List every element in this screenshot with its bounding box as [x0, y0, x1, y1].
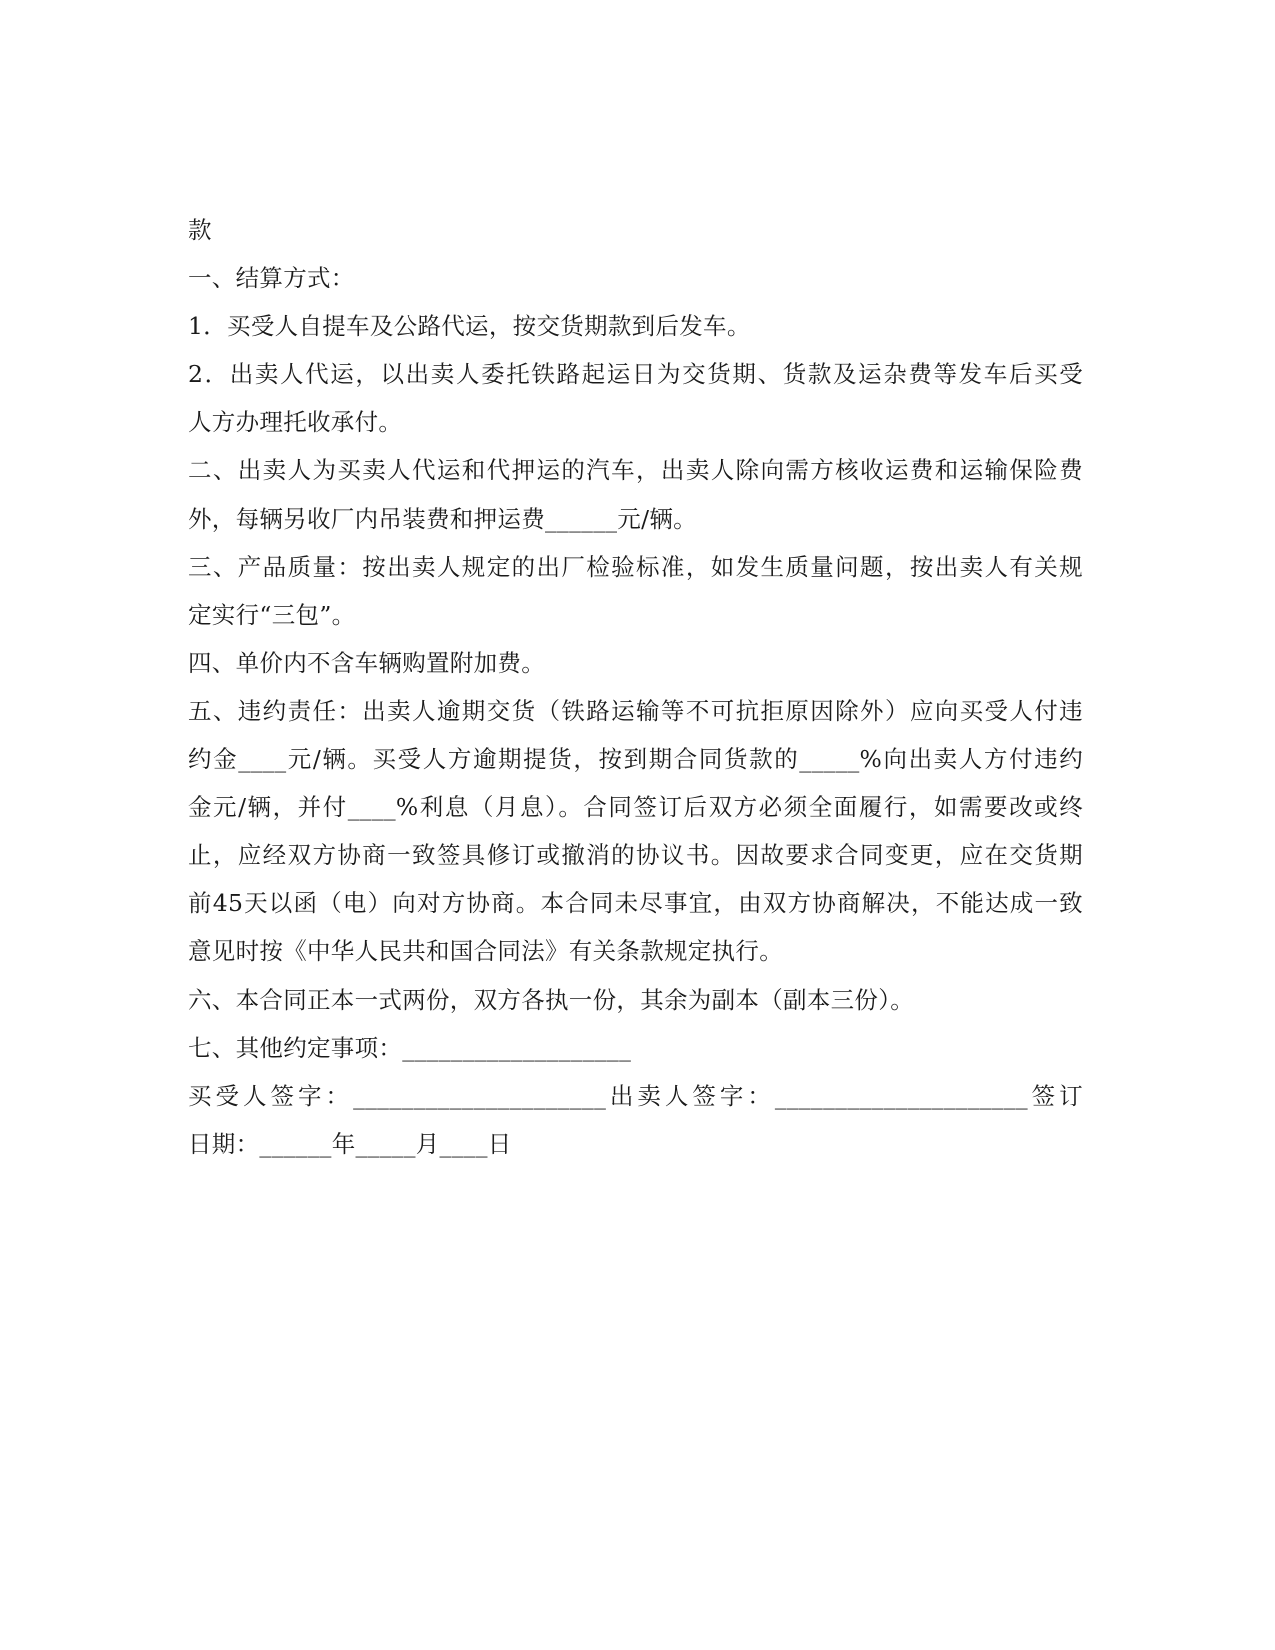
text-line: 六、本合同正本一式两份，双方各执一份，其余为副本（副本三份）。	[188, 985, 915, 1014]
section-heading-settlement: 一、结算方式：	[188, 264, 355, 293]
signature-line: 买受人签字：_____________________出卖人签字：_____________________签订	[188, 1081, 1083, 1110]
text-line: 款	[188, 216, 212, 244]
contract-body	[188, 206, 1083, 1168]
date-line: 日期：______年_____月____日	[188, 1129, 512, 1158]
text-line: 前45天以函（电）向对方协商。本合同未尽事宜，由双方协商解决，不能达成一致	[188, 889, 1083, 918]
text-line: 2．出卖人代运，以出卖人委托铁路起运日为交货期、货款及运杂费等发车后买受	[188, 360, 1083, 389]
text-line: 二、出卖人为买卖人代运和代押运的汽车，出卖人除向需方核收运费和运输保险费	[188, 456, 1083, 485]
text-line: 定实行“三包”。	[188, 600, 356, 629]
text-line: 四、单价内不含车辆购置附加费。	[188, 648, 545, 677]
text-line: 止，应经双方协商一致签具修订或撤消的协议书。因故要求合同变更，应在交货期	[188, 841, 1083, 870]
text-line: 金元/辆，并付____%利息（月息）。合同签订后双方必须全面履行，如需要改或终	[188, 793, 1083, 822]
text-line: 三、产品质量：按出卖人规定的出厂检验标准，如发生质量问题，按出卖人有关规	[188, 552, 1083, 581]
text-line: 意见时按《中华人民共和国合同法》有关条款规定执行。	[188, 937, 783, 966]
text-line: 约金____元/辆。买受人方逾期提货，按到期合同货款的_____%向出卖人方付违约	[188, 745, 1083, 774]
text-line: 五、违约责任：出卖人逾期交货（铁路运输等不可抗拒原因除外）应向买受人付违	[188, 696, 1083, 725]
text-line: 外，每辆另收厂内吊装费和押运费______元/辆。	[188, 504, 697, 533]
text-line: 人方办理托收承付。	[188, 408, 403, 437]
other-terms-line: 七、其他约定事项：___________________	[188, 1033, 632, 1062]
text-line: 1．买受人自提车及公路代运，按交货期款到后发车。	[188, 312, 751, 341]
